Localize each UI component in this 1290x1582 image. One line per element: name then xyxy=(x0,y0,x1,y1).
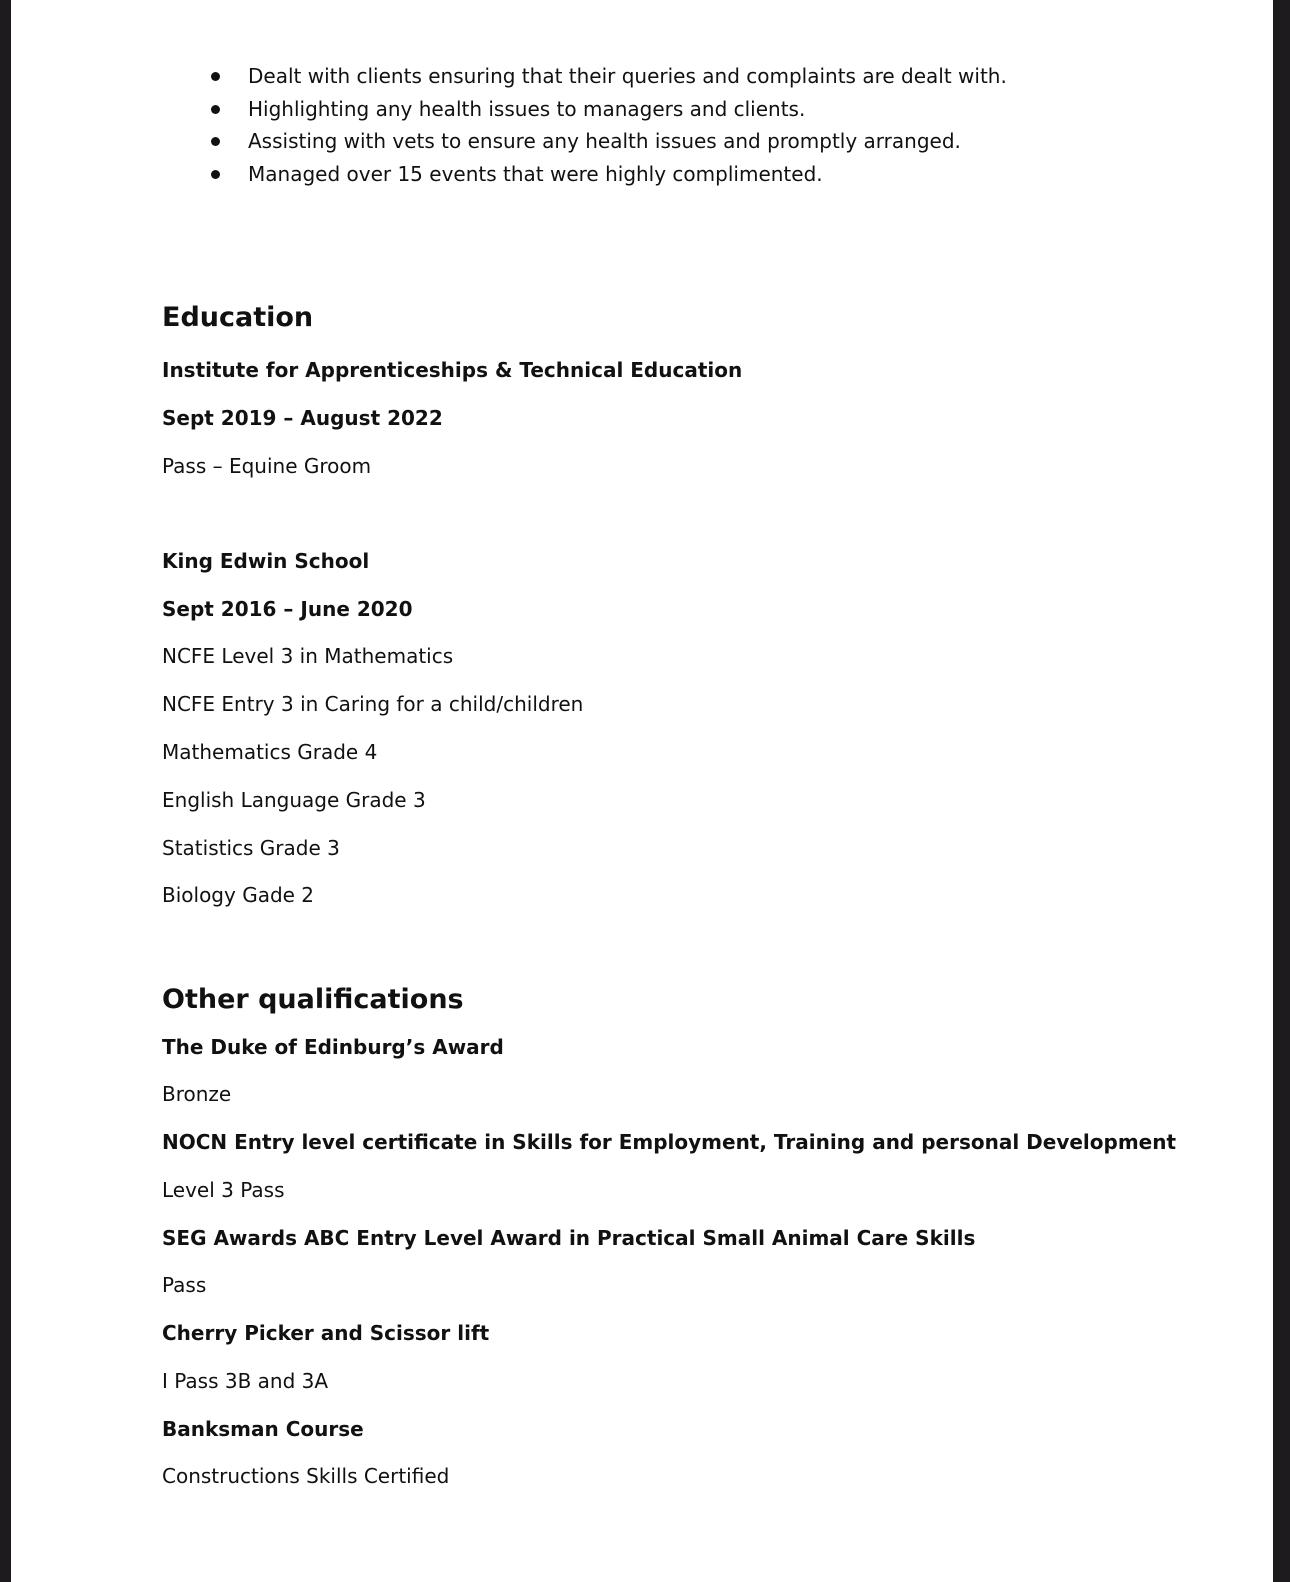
list-item-text: Highlighting any health issues to managers and clients. xyxy=(248,96,806,121)
education-result: English Language Grade 3 xyxy=(162,788,426,812)
education-result: Pass – Equine Groom xyxy=(162,454,372,478)
education-result: Statistics Grade 3 xyxy=(162,836,340,860)
qualification-title: Banksman Course xyxy=(162,1417,364,1441)
qualification-result: Level 3 Pass xyxy=(162,1178,285,1202)
bullet-icon xyxy=(211,170,220,179)
education-dates: Sept 2019 – August 2022 xyxy=(162,406,443,430)
qualification-result: Constructions Skills Certified xyxy=(162,1464,450,1488)
qualification-result: Pass xyxy=(162,1273,207,1297)
list-item xyxy=(211,125,1007,158)
qualification-title: Cherry Picker and Scissor lift xyxy=(162,1321,490,1345)
education-result: Mathematics Grade 4 xyxy=(162,740,378,764)
institution-name: King Edwin School xyxy=(162,549,370,573)
education-heading: Education xyxy=(162,302,314,333)
list-item-text: Assisting with vets to ensure any health issues and promptly arranged. xyxy=(248,129,961,153)
education-result: Biology Gade 2 xyxy=(162,883,315,907)
bullet-icon xyxy=(211,72,220,81)
education-result: NCFE Entry 3 in Caring for a child/children xyxy=(162,692,584,716)
document-page xyxy=(11,0,1273,1582)
list-item xyxy=(211,93,1007,126)
bullet-icon xyxy=(211,137,220,146)
list-item-text: Managed over 15 events that were highly complimented. xyxy=(248,161,823,186)
bullet-icon xyxy=(211,105,220,114)
qualification-result: Bronze xyxy=(162,1082,232,1106)
qualification-result: I Pass 3B and 3A xyxy=(162,1369,329,1393)
qualification-title: SEG Awards ABC Entry Level Award in Practical Small Animal Care Skills xyxy=(162,1226,976,1250)
institution-name: Institute for Apprenticeships & Technical Education xyxy=(162,358,743,382)
list-item xyxy=(211,158,1007,191)
list-item xyxy=(211,60,1007,93)
list-item-text: Dealt with clients ensuring that their queries and complaints are dealt with. xyxy=(248,64,1007,88)
qualification-title: The Duke of Edinburg’s Award xyxy=(162,1035,504,1059)
education-result: NCFE Level 3 in Mathematics xyxy=(162,644,454,668)
qualification-title: NOCN Entry level certificate in Skills for Employment, Training and personal Development xyxy=(162,1130,1177,1154)
right-edge-scrollbar[interactable] xyxy=(1283,0,1290,1582)
education-dates: Sept 2016 – June 2020 xyxy=(162,597,413,621)
other-qualifications-heading: Other qualifications xyxy=(162,984,464,1015)
responsibilities-list xyxy=(211,60,1007,190)
